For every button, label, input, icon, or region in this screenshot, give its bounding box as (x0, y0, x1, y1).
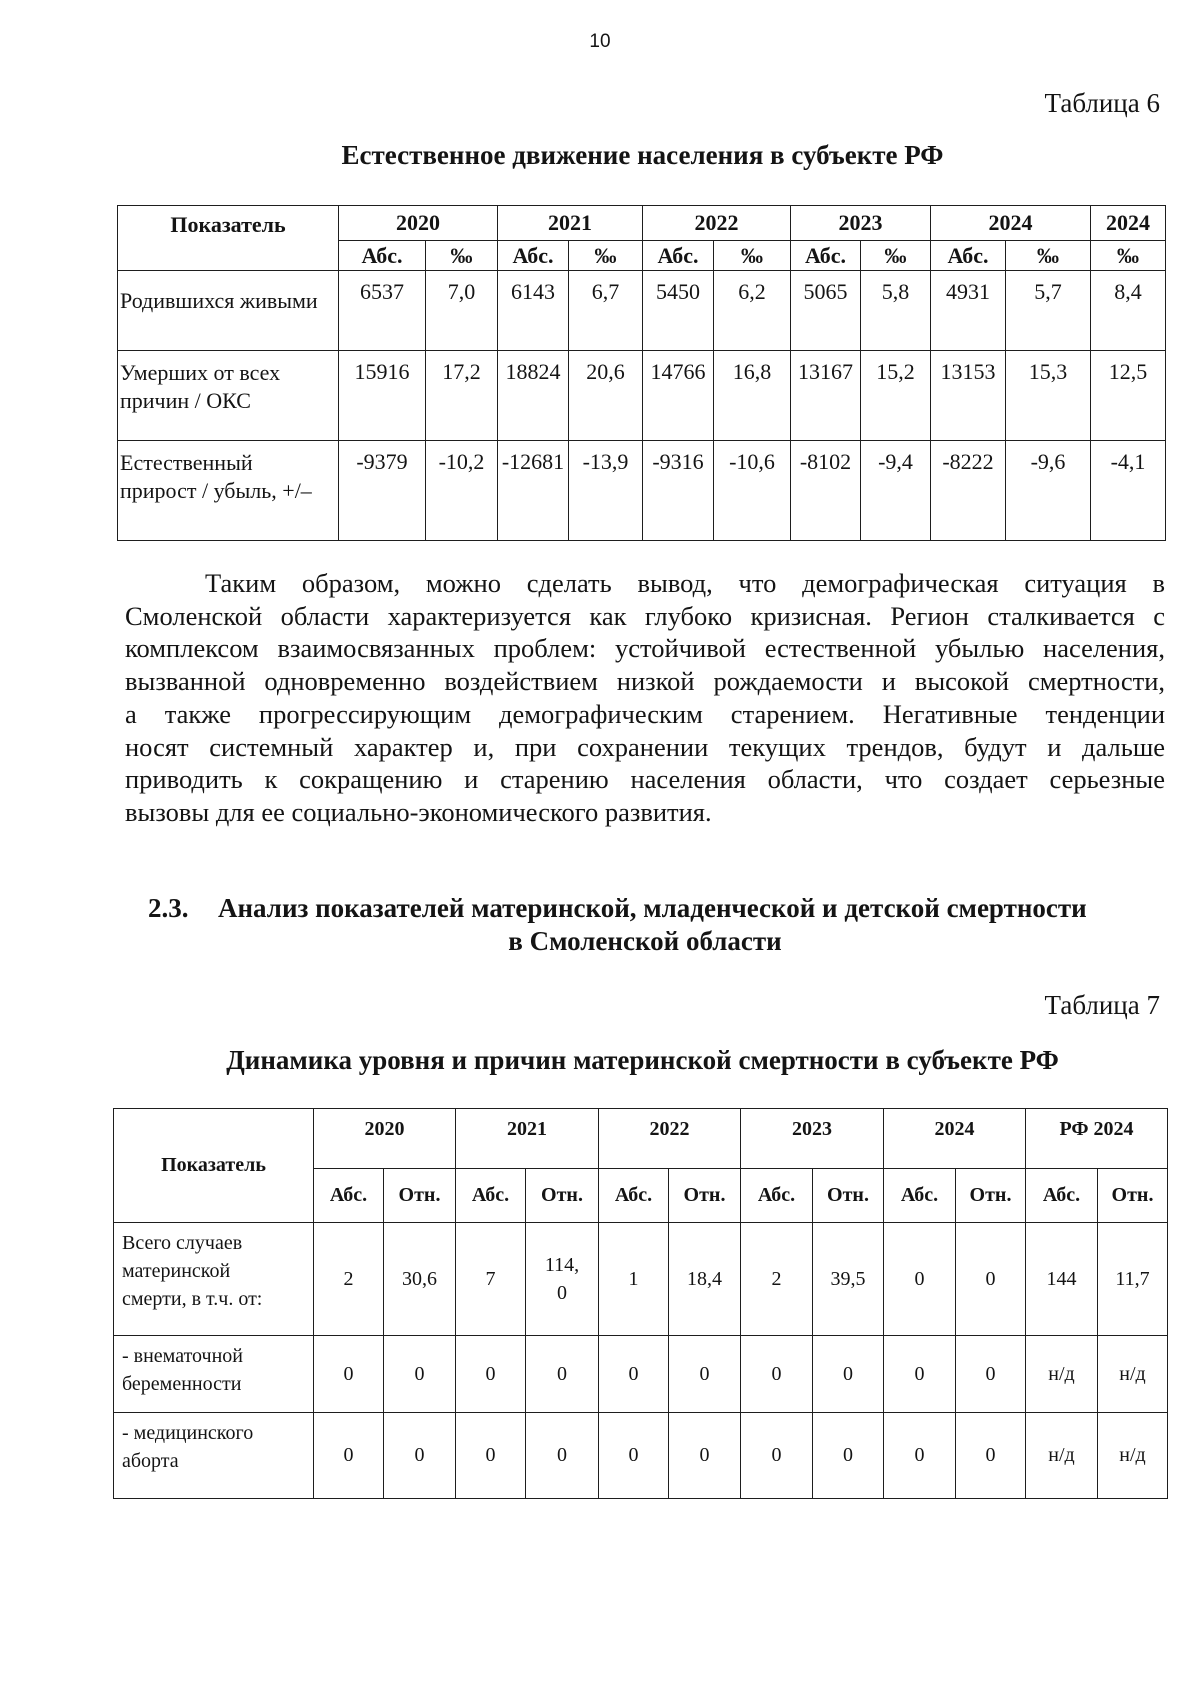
t6-births-value: 6,2 (714, 271, 791, 351)
t7-abortion-value: 0 (456, 1413, 526, 1499)
t6-deaths-value: 13167 (791, 351, 861, 441)
t6-row-label: Умерших от всех причин / ОКС (118, 351, 339, 441)
t7-row-label: Всего случаев материнской смерти, в т.ч. от: (114, 1223, 314, 1336)
t7-abortion-value: 0 (813, 1413, 884, 1499)
t6-row-label: Родившихся живыми (118, 271, 339, 351)
t6-births-value: 7,0 (426, 271, 498, 351)
table-6-title: Естественное движение населения в субъекте РФ (341, 140, 944, 170)
t6-year-header: 2022 (643, 206, 791, 241)
t6-births-value: 6143 (498, 271, 569, 351)
t6-row-label: Естественный прирост / убыль, +/– (118, 441, 339, 541)
paragraph-line: Таким образом, можно сделать вывод, что демографическая ситуация в (205, 568, 1165, 598)
paragraph-line: носят системный характер и, при сохранении текущих трендов, будут и дальше (125, 731, 1165, 762)
t7-sub-header: Отн. (384, 1169, 456, 1223)
paragraph-line: комплексом взаимосвязанных проблем: устойчивой естественной убылью населения, (125, 633, 1165, 664)
paragraph-line: а также прогрессирующим демографическим старением. Негативные тенденции (125, 698, 1165, 729)
t6-sub-header: ‰ (861, 241, 931, 271)
t7-ectopic-value: н/д (1098, 1336, 1168, 1413)
t7-ectopic-value: 0 (741, 1336, 813, 1413)
t7-total-value: 11,7 (1098, 1223, 1168, 1336)
t6-growth-value: -9,4 (861, 441, 931, 541)
t6-deaths-value: 15,2 (861, 351, 931, 441)
t6-year-header: 2021 (498, 206, 643, 241)
t6-year-header: 2023 (791, 206, 931, 241)
t6-deaths-value: 18824 (498, 351, 569, 441)
t7-sub-header: Абс. (884, 1169, 956, 1223)
t7-year-header: 2022 (599, 1109, 741, 1169)
t7-abortion-value: 0 (599, 1413, 669, 1499)
t7-ectopic-value: 0 (526, 1336, 599, 1413)
t7-total-value: 114, 0 (526, 1223, 599, 1336)
t6-deaths-value: 14766 (643, 351, 714, 441)
t7-ectopic-value: 0 (669, 1336, 741, 1413)
t7-sub-header: Абс. (456, 1169, 526, 1223)
t7-total-value: 18,4 (669, 1223, 741, 1336)
t6-row-natural-growth (118, 441, 1166, 541)
t6-sub-header: Абс. (498, 241, 569, 271)
t7-indicator-header: Показатель (114, 1109, 314, 1223)
t6-year-header: 2024 (931, 206, 1091, 241)
t6-births-value: 6,7 (569, 271, 643, 351)
t6-growth-value: -9,6 (1006, 441, 1091, 541)
t6-deaths-value: 13153 (931, 351, 1006, 441)
t7-sub-header: Отн. (669, 1169, 741, 1223)
t7-year-header: 2023 (741, 1109, 884, 1169)
t7-total-value: 1 (599, 1223, 669, 1336)
t6-year-header: 2020 (339, 206, 498, 241)
page-number: 10 (589, 31, 611, 52)
t7-sub-header: Абс. (1026, 1169, 1098, 1223)
t7-sub-header: Абс. (599, 1169, 669, 1223)
t7-ectopic-value: 0 (314, 1336, 384, 1413)
t6-indicator-header: Показатель (118, 206, 339, 271)
t7-row-total (114, 1223, 1168, 1336)
t6-sub-header: Абс. (339, 241, 426, 271)
table-6 (117, 205, 1166, 541)
t7-year-header: 2021 (456, 1109, 599, 1169)
t6-births-value: 8,4 (1091, 271, 1166, 351)
paragraph-line: Смоленской области характеризуется как глубоко кризисная. Регион сталкивается с (125, 600, 1165, 631)
section-heading (148, 892, 1087, 925)
t7-total-value: 7 (456, 1223, 526, 1336)
t7-row-label: - медицинского аборта (114, 1413, 314, 1499)
t7-ectopic-value: 0 (813, 1336, 884, 1413)
conclusion-paragraph (125, 567, 1165, 829)
t6-growth-value: -8222 (931, 441, 1006, 541)
t6-births-value: 4931 (931, 271, 1006, 351)
t6-births-value: 6537 (339, 271, 426, 351)
t7-ectopic-value: н/д (1026, 1336, 1098, 1413)
t6-sub-header: Абс. (791, 241, 861, 271)
t6-births-value: 5,7 (1006, 271, 1091, 351)
paragraph-line: приводить к сокращению и старению населения области, что создает серьезные (125, 764, 1165, 795)
table-7 (113, 1108, 1168, 1499)
t6-growth-value: -13,9 (569, 441, 643, 541)
t7-sub-header: Абс. (314, 1169, 384, 1223)
t7-year-header-rf: РФ 2024 (1026, 1109, 1168, 1169)
t6-year-header-rf: 2024 (1091, 206, 1166, 241)
t7-ectopic-value: 0 (384, 1336, 456, 1413)
t6-row-deaths (118, 351, 1166, 441)
t7-total-value: 2 (741, 1223, 813, 1336)
t6-deaths-value: 12,5 (1091, 351, 1166, 441)
t7-row-label: - внематочной беременности (114, 1336, 314, 1413)
t7-sub-header: Отн. (813, 1169, 884, 1223)
t7-year-header: 2024 (884, 1109, 1026, 1169)
section-number: 2.3. (148, 893, 189, 923)
t6-growth-value: -10,6 (714, 441, 791, 541)
t7-total-value: 30,6 (384, 1223, 456, 1336)
t6-sub-header: ‰ (714, 241, 791, 271)
t6-growth-value: -12681 (498, 441, 569, 541)
t6-growth-value: -8102 (791, 441, 861, 541)
t6-row-births (118, 271, 1166, 351)
t7-abortion-value: 0 (314, 1413, 384, 1499)
t7-total-value: 0 (956, 1223, 1026, 1336)
t6-sub-header: Абс. (931, 241, 1006, 271)
t7-total-value: 39,5 (813, 1223, 884, 1336)
t7-sub-header: Отн. (956, 1169, 1026, 1223)
t7-ectopic-value: 0 (884, 1336, 956, 1413)
paragraph-line: вызовы для ее социально-экономического развития. (125, 796, 712, 827)
t6-sub-header: ‰ (426, 241, 498, 271)
t7-sub-header: Отн. (1098, 1169, 1168, 1223)
t7-row-abortion (114, 1413, 1168, 1499)
t7-abortion-value: 0 (741, 1413, 813, 1499)
table-6-label: Таблица 6 (1044, 88, 1160, 118)
t7-abortion-value: 0 (526, 1413, 599, 1499)
t6-growth-value: -9379 (339, 441, 426, 541)
t7-total-value: 144 (1026, 1223, 1098, 1336)
t6-deaths-value: 15,3 (1006, 351, 1091, 441)
t7-abortion-value: н/д (1026, 1413, 1098, 1499)
t7-abortion-value: 0 (956, 1413, 1026, 1499)
section-title-line2: в Смоленской области (508, 926, 782, 956)
t6-growth-value: -4,1 (1091, 441, 1166, 541)
t7-ectopic-value: 0 (956, 1336, 1026, 1413)
t7-abortion-value: 0 (884, 1413, 956, 1499)
t6-deaths-value: 16,8 (714, 351, 791, 441)
t7-abortion-value: 0 (384, 1413, 456, 1499)
t7-row-ectopic (114, 1336, 1168, 1413)
section-title-line1: Анализ показателей материнской, младенческой и детской смертности (218, 893, 1087, 923)
t6-sub-header: Абс. (643, 241, 714, 271)
t7-total-value: 2 (314, 1223, 384, 1336)
t7-ectopic-value: 0 (456, 1336, 526, 1413)
t7-year-header: 2020 (314, 1109, 456, 1169)
t7-abortion-value: н/д (1098, 1413, 1168, 1499)
paragraph-line: вызванной одновременно воздействием низкой рождаемости и высокой смертности, (125, 666, 1165, 697)
t7-ectopic-value: 0 (599, 1336, 669, 1413)
t6-deaths-value: 15916 (339, 351, 426, 441)
table-7-title: Динамика уровня и причин материнской смертности в субъекте РФ (226, 1045, 1059, 1075)
t6-births-value: 5065 (791, 271, 861, 351)
t6-growth-value: -9316 (643, 441, 714, 541)
t6-births-value: 5450 (643, 271, 714, 351)
t6-births-value: 5,8 (861, 271, 931, 351)
t7-sub-header: Абс. (741, 1169, 813, 1223)
t6-growth-value: -10,2 (426, 441, 498, 541)
t6-deaths-value: 17,2 (426, 351, 498, 441)
t6-deaths-value: 20,6 (569, 351, 643, 441)
t7-abortion-value: 0 (669, 1413, 741, 1499)
t6-sub-header: ‰ (1091, 241, 1166, 271)
t6-sub-header: ‰ (1006, 241, 1091, 271)
t7-sub-header: Отн. (526, 1169, 599, 1223)
table-7-label: Таблица 7 (1044, 990, 1160, 1020)
t6-sub-header: ‰ (569, 241, 643, 271)
t7-total-value: 0 (884, 1223, 956, 1336)
